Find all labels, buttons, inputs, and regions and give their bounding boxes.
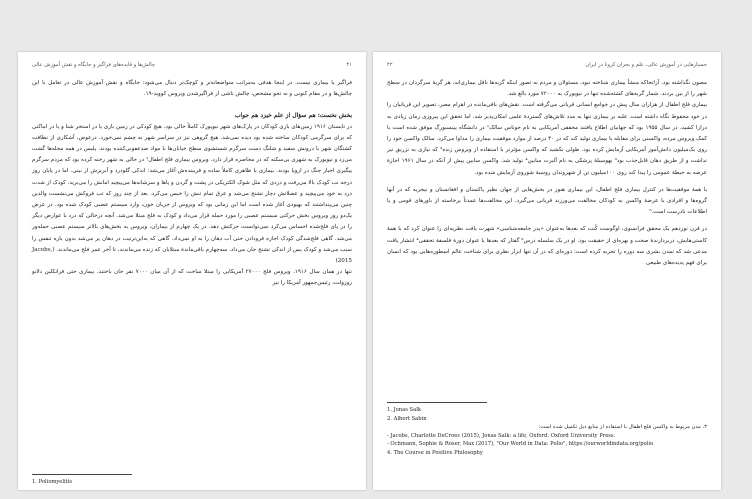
right-paragraph-1: مصون نگذاشته بود. آزانجاکه منشأ بیماری شناخته نبود، مسئولان و مردم به تصور اینکه گربه‌ها ناقل بیماری‌اند، هر گربهٔ سرگردان در سطح شهر را از بین بردند. شمار گربه‌های کشته‌شده تنها در نیویورک به ۷۲۰۰۰ مورد بالغ شد. [387,80,707,98]
right-header-title: جستارهایی در آموزش عالی، علم و بحران کرونا در ایران [585,62,707,68]
right-page-number: ۴۲ [387,62,393,68]
left-footnote: 1. Poliomyelitis [32,479,73,485]
right-running-header [387,62,707,68]
left-running-header [32,62,352,68]
footnote-3: ۳. مدن مربوط به واکسن فلج اطفال با استفاده از منابع ذیل تکمیل شده است: [538,424,707,431]
right-paragraph-2: بیماری فلج اطفال از هزاران سال پیش در جوامع انسانی قربانی می‌گرفته است. نقش‌های باقی‌مانده در اهرام مصر، تصویر این قربانیان را در خود محفوظ نگاه داشته است. غلبه بر بیماری تنها به مدد تلاش‌های گستردهٔ علمی امکان‌پذیر شد. اما تحقق این پیروزی زمان زیادی به درازا کشید. در سال ۱۹۵۵ بود که جهانیان اطلاع یافتند محققی آمریکایی به نام جوناس سالک¹ در دانشگاه پیتسبورگ موفق شده است با کمک ویروس مرده، واکسنی برای مقابله با بیماری تولید کند که در ۳۰ درصد از موارد موفقیت بیماری را مداوا می‌کرد. سالک واکسن خود را روی یک‌میلیون دانش‌آموز آمریکایی آزمایش کرده بود. طولی نکشید که واکسن مؤثرتر با استفاده از ویروس زنده² که نیازی به تزریق نیز نداشت و از طریق دهان قابل‌جذب بود³ بهوسیلهٔ پزشکی به نام آلبرت سابین⁴ تولید شد. واکسن سابین پیش از آنکه در سال ۱۹۶۱ اجازهٔ عرضه به حیطهٔ عمومی را پیدا کند روی ۱۰۰‌میلیون تن از شهروندان روسیهٔ شوروی آزمایش شده بود. [387,102,708,176]
left-header-title: چالش‌ها و فایده‌های فراگیر و جایگاه و نقش آموزش عالی [32,62,156,68]
right-footnote-rule [387,402,487,403]
right-footnotes [387,406,707,458]
footnote-1: 1. Jonas Salk [387,407,421,413]
left-footnotes [32,478,352,487]
left-footnote-rule [32,474,132,475]
footnote-3-ref-b: - Ochmann, Sophie & Roser, Max (2017), "Our World in Data: Polio", https://ourworldindata.org/polio [387,441,654,448]
right-paragraph-4: در قرن نوزدهم یک محقق فرانسوی، اوگوست کُنت که بعدها به‌عنوان «پدر جامعه‌شناسی» شهرت یافت نظریه‌ای را عنوان کرد که با همهٔ کاستی‌هایش، دربردارندهٔ صحت و بهره‌ای از حقیقت بود. او در یک سلسله درس⁶ گفتار که بعدها با عنوان دورهٔ فلسفهٔ تحققی⁴ انتشار یافت مدعی شد که تمدن بشری سه دوره را تجربه کرده است: دوره‌ای که در آن تنها ابزار نظری برای شناخت عالم اسطوره‌هایی بود که انسان برای فهم پدیده‌های طبیعی [387,226,707,267]
left-page-number: ۴۱ [346,62,352,68]
right-paragraph-3: با همهٔ موفقیت‌ها در کنترل بیماری فلج اطفال، این بیماری هنوز در بخش‌هایی از جهان نظیر پاکستان و افغانستان و نیجریه که در آنها گروه‌ها و افرادی با عرضهٔ واکسن به کودکان مخالفت می‌ورزند قربانی می‌گیرد. این مخالفت‌ها عمدتاً برخاسته از باورهای قومی و یا اطلاعات نادرست است.⁵ [387,186,707,216]
left-body-paragraph-1: در تابستان ۱۹۱۶ زمین‌های بازی کودکان در پارک‌های شهر نیویورک کاملاً خالی بود. هیچ کودکی در زمین بازی یا در استخر شنا و یا در اماکنی که برای سرگرمی کودکان ساخته شده بود دیده نمی‌شد. هیچ گروهی نیز در سراسر شهر به چشم نمی‌خورد. درعوض، آشکاری از نظافت کشتگان شهر با درونش سفید و شلنگ‌ دست سرگرم شستشوی سطح خیابان‌ها با مواد ضدعفونی‌کننده بودند. پلیس در همه محله‌ها گشت می‌زد و نیویورک به شهری بی‌سکنه که در محاصره قرار دارد. ویروس بیماری فلج اطفال¹ در حالی به شهر رخنه کرده بود که مردم سرگرم پیگیری اخبار جنگ در اروپا بودند. بیماری با ظاهری کاملاً ساده و فریبنده‌ش آغاز می‌شد: اندکی گلودرد و آبریزش از بینی. اما در پایان روز درجه تب کودک بالا می‌رفت و دردی که مثل شوک الکتریکی در پشت و گردن و پاها و سرشانه‌ها می‌پیچید امانش را می‌برید. کودک از شدت درد به خود می‌پیچید و عضلاتش دچار تشنج می‌شد و عرق تمام تنش را خیس می‌کرد. بعد از چند روز که تب فروکش می‌نشست والدین چنین می‌پنداشتند که بهبودی آغاز شده است اما این زمانی بود که ویروس از جریان خون، وارد سیستم عصبی کودک شده بود. در عرض یک‌دو روز ویروس بخش حرکتی سیستم عصبی را مورد حمله قرار می‌داد و کودک به فلج مبتلا می‌شد. آنچه درحالی که درد با عوارض دیگر را در پای فلج‌شده احساس می‌کرد نمی‌توانست حرکتش دهد. در یک چهارم از بیماران، ویروس به بخش‌های بالاتر سیستم عصبی حمله‌ور می‌شد. گاهی فلج‌شدگی کودک اجازه فرودادن حتی آب دهان را به او نمی‌داد. گاهی که به‌این‌ترتیب در دهان پر می‌شد بدون بازه تنفس را سبب می‌شد و کودک پس از اندکی تشنج جان می‌داد. سه‌چهارم باقی‌ماندهٔ مبتلایان که زنده می‌ماندند، تا آخر عمر فلج می‌ماندند. (Jacobs, 2015) [32,123,353,265]
left-intro-paragraph: فراگیر یا بیماری نیست. در اینجا هدفی به‌مراتب متواضعانه‌تر و کوچک‌تر دنبال می‌شود: جایگاه و نقش آموزش عالی در تعامل با این چالش‌ها و در مقام کنونی و نه تحو مشخص، چالش ناشی از فراگیرشدن ویروس کووید-۱۹. [32,80,352,98]
footnote-2: 2. Albert Sabin [387,415,427,422]
left-body-text [32,78,352,290]
footnote-4: 4. The Course in Positive Philosophy [387,449,483,456]
left-page [18,52,366,490]
footnote-3-ref-a: - Jacobs, Charlotte DeCroes (2015), Jonas Salk: a life, Oxford: Oxford University Press. [387,432,616,439]
right-page [373,52,721,490]
left-body-paragraph-2: تنها در همان سال ۱۹۱۶، ویروس فلج ۲۷۰۰۰ آمریکایی را مبتلا ساخت که از آن میان ۷۰۰۰ نفر جان باختند. بیماری حتی فرانکلین دلانو روزولت، رئیس‌جمهور آمریکا را نیز [32,269,352,287]
right-body-text [387,78,707,269]
section-heading: بخش نخست: هم سؤال از علم خیزد هم جواب [234,112,352,120]
